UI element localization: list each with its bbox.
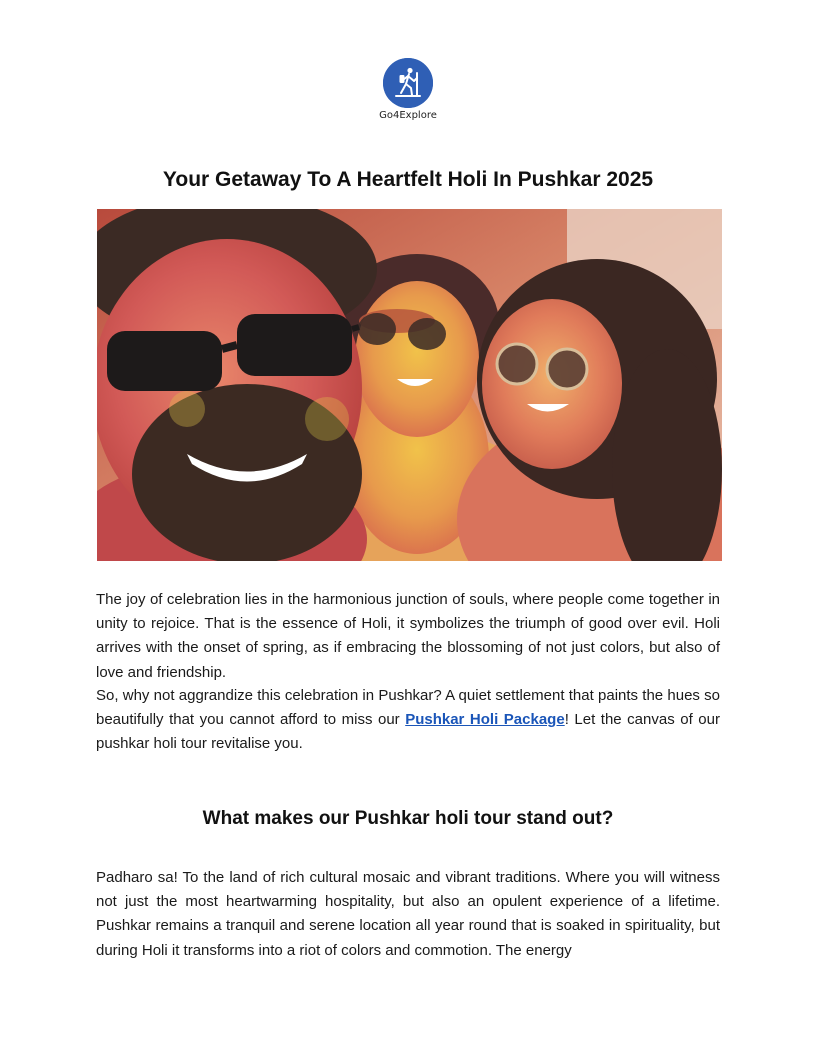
brand-logo[interactable] — [363, 58, 453, 121]
package-paragraph-text-start: So, why not aggrandize this celebration in Pushkar? A quiet settlement that paints the hues so beautifully that you cannot afford to miss our — [96, 687, 720, 729]
package-paragraph — [96, 684, 720, 757]
brand-name: Go4Explore — [379, 110, 437, 121]
tour-paragraph: Padharo sa! To the land of rich cultural mosaic and vibrant traditions. Where you will witness not just the most heartwarming hospitality, but also an opulent experience of a lifetime. Pushkar remains a tranquil and serene location all year round that is soaked in spirituality, but during Holi it transforms into a riot of colors and commotion. The energy — [96, 869, 720, 959]
hiker-icon — [383, 58, 433, 108]
pushkar-holi-package-link[interactable]: Pushkar Holi Package — [405, 711, 565, 729]
section-heading: What makes our Pushkar holi tour stand out? — [202, 808, 614, 829]
hero-photo — [97, 209, 722, 561]
intro-paragraph: The joy of celebration lies in the harmonious junction of souls, where people come together in unity to rejoice. That is the essence of Holi, it symbolizes the triumph of good over evil. Holi arrives with the onset of spring, as if embracing the blossoming of not just colors, but also of love and friendship. — [96, 591, 720, 681]
package-paragraph-text-end: ! Let the canvas of our pushkar holi tour revitalise you. — [96, 711, 720, 753]
page-title: Your Getaway To A Heartfelt Holi In Pushkar 2025 — [162, 168, 654, 191]
